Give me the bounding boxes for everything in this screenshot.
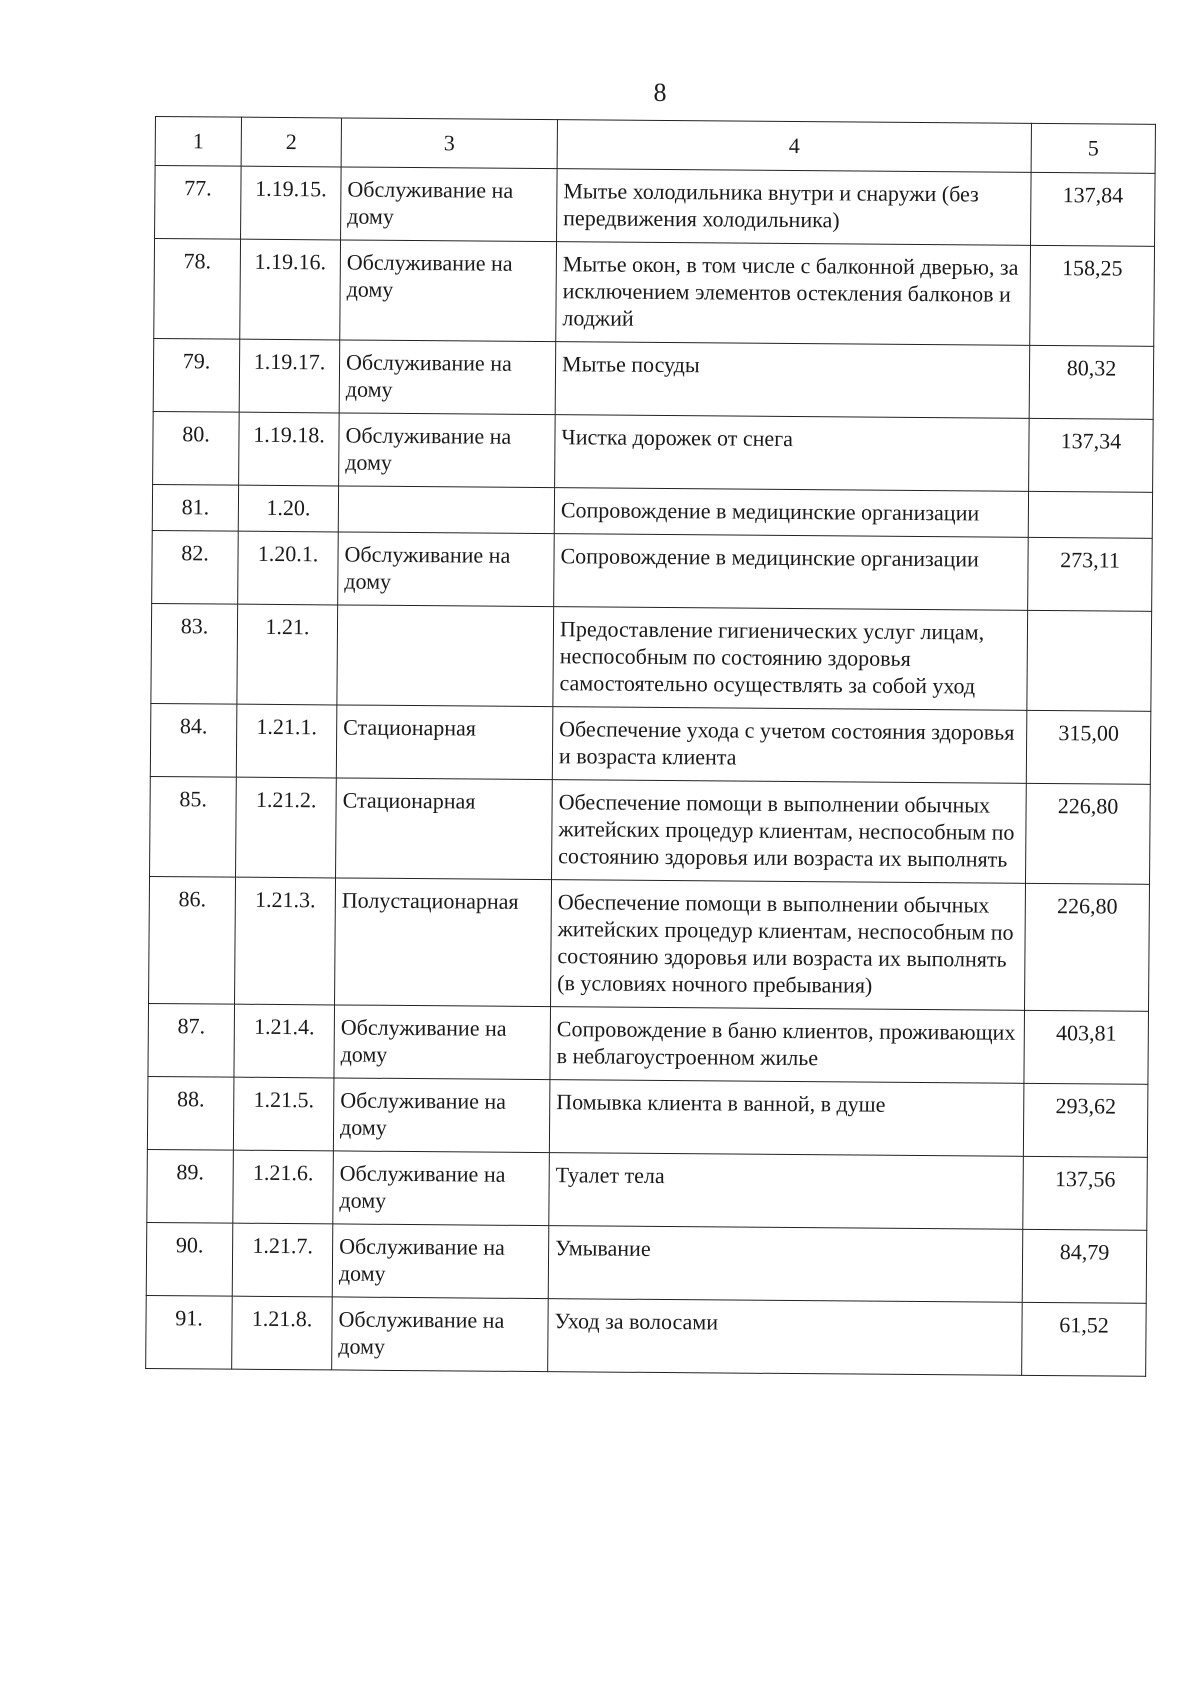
service-price-cell: 137,84	[1031, 172, 1156, 246]
service-code-cell: 1.19.15.	[241, 166, 342, 240]
service-form-cell: Полустационарная	[335, 878, 552, 1007]
row-number-cell: 86.	[149, 876, 236, 1004]
row-number-cell: 77.	[155, 166, 242, 240]
tariff-table	[145, 116, 1156, 1377]
table-row	[148, 1003, 1149, 1084]
service-code-cell: 1.21.7.	[232, 1223, 333, 1297]
service-description-cell: Помывка клиента в ванной, в душе	[549, 1080, 1024, 1157]
service-price-cell	[1028, 491, 1152, 538]
service-code-cell: 1.21.3.	[235, 877, 336, 1005]
service-code-cell: 1.21.5.	[233, 1077, 334, 1151]
table-row	[149, 876, 1150, 1011]
service-description-cell: Предоставление гигиенических услуг лицам, неспособным по состоянию здоровья самостоятельно осуществлять за собой уход	[553, 607, 1028, 711]
service-price-cell: 137,34	[1029, 418, 1154, 492]
service-code-cell: 1.21.2.	[236, 777, 337, 878]
service-description-cell: Обеспечение помощи в выполнении обычных житейских процедур клиентам, неспособным по состоянию здоровья или возраста их выполнять (в условиях ночного пребывания)	[551, 880, 1026, 1011]
service-price-cell	[1027, 610, 1152, 711]
service-description-cell: Обеспечение ухода с учетом состояния здоровья и возраста клиента	[552, 707, 1027, 784]
service-price-cell: 84,79	[1022, 1229, 1147, 1303]
column-header-4: 4	[557, 120, 1031, 173]
service-form-cell: Обслуживание на дому	[333, 1151, 550, 1226]
service-description-cell: Умывание	[548, 1226, 1023, 1303]
table-row	[150, 703, 1151, 784]
service-form-cell: Стационарная	[336, 705, 553, 780]
table-body	[146, 166, 1155, 1377]
table-row	[152, 530, 1153, 611]
service-code-cell: 1.20.1.	[238, 531, 339, 605]
table-row	[153, 338, 1154, 419]
service-description-cell: Обеспечение помощи в выполнении обычных житейских процедур клиентам, неспособным по состоянию здоровья или возраста их выполнять	[552, 780, 1027, 884]
table-row	[147, 1149, 1148, 1230]
service-description-cell: Сопровождение в медицинские организации	[554, 488, 1028, 538]
row-number-cell: 83.	[151, 603, 238, 704]
row-number-cell: 82.	[152, 530, 239, 604]
row-number-cell: 88.	[147, 1076, 234, 1150]
row-number-cell: 85.	[150, 776, 237, 877]
service-price-cell: 158,25	[1030, 245, 1155, 346]
service-description-cell: Чистка дорожек от снега	[555, 415, 1030, 492]
service-form-cell: Обслуживание на дому	[338, 532, 555, 607]
table-row	[154, 239, 1155, 347]
service-description-cell: Туалет тела	[549, 1153, 1024, 1230]
column-header-2: 2	[241, 117, 341, 167]
service-price-cell: 293,62	[1023, 1083, 1148, 1157]
service-description-cell: Мытье посуды	[555, 342, 1030, 419]
page-number: 8	[653, 78, 667, 107]
service-price-cell: 226,80	[1026, 783, 1151, 884]
column-header-1: 1	[155, 117, 241, 167]
service-price-cell: 61,52	[1022, 1302, 1147, 1376]
service-code-cell: 1.20.	[238, 485, 338, 532]
service-code-cell: 1.21.6.	[233, 1150, 334, 1224]
service-code-cell: 1.19.18.	[239, 412, 340, 486]
service-description-cell: Мытье окон, в том числе с балконной дверью, за исключением элементов остекления балконов и лоджий	[556, 242, 1031, 346]
service-description-cell: Мытье холодильника внутри и снаружи (без передвижения холодильника)	[557, 169, 1032, 246]
table-header	[155, 117, 1155, 174]
service-form-cell: Обслуживание на дому	[334, 1005, 551, 1080]
service-code-cell: 1.21.4.	[234, 1004, 335, 1078]
service-description-cell: Сопровождение в баню клиентов, проживающих в неблагоустроенном жилье	[550, 1007, 1025, 1084]
row-number-cell: 90.	[146, 1222, 233, 1296]
table-row	[147, 1076, 1148, 1157]
table-row	[152, 484, 1152, 538]
service-code-cell: 1.19.17.	[239, 339, 340, 413]
row-number-cell: 84.	[150, 703, 237, 777]
column-header-3: 3	[341, 118, 557, 169]
row-number-cell: 78.	[154, 239, 241, 340]
service-form-cell: Обслуживание на дому	[332, 1224, 549, 1299]
service-form-cell: Обслуживание на дому	[332, 1297, 549, 1372]
header-row	[155, 117, 1155, 174]
service-price-cell: 403,81	[1024, 1010, 1149, 1084]
service-description-cell: Сопровождение в медицинские организации	[554, 534, 1029, 611]
row-number-cell: 80.	[153, 411, 240, 485]
service-price-cell: 273,11	[1028, 537, 1153, 611]
service-form-cell: Обслуживание на дому	[341, 167, 558, 242]
service-form-cell: Обслуживание на дому	[340, 240, 557, 342]
service-code-cell: 1.19.16.	[240, 239, 341, 340]
table-row	[151, 603, 1152, 711]
row-number-cell: 87.	[148, 1003, 235, 1077]
service-form-cell: Обслуживание на дому	[339, 340, 556, 415]
service-description-cell: Уход за волосами	[548, 1299, 1023, 1376]
service-form-cell: Стационарная	[336, 778, 553, 880]
column-header-5: 5	[1031, 123, 1155, 173]
service-price-cell: 226,80	[1025, 883, 1150, 1011]
service-form-cell	[337, 605, 554, 707]
service-form-cell	[338, 486, 554, 534]
service-price-cell: 315,00	[1026, 710, 1151, 784]
service-price-cell: 80,32	[1029, 345, 1154, 419]
service-code-cell: 1.21.	[237, 604, 338, 705]
table-row	[150, 776, 1151, 884]
table-row	[146, 1295, 1147, 1376]
service-form-cell: Обслуживание на дому	[339, 413, 556, 488]
table-row	[155, 166, 1156, 247]
table-row	[146, 1222, 1147, 1303]
row-number-cell: 91.	[146, 1295, 233, 1369]
service-price-cell: 137,56	[1023, 1156, 1148, 1230]
service-form-cell: Обслуживание на дому	[333, 1078, 550, 1153]
service-code-cell: 1.21.8.	[232, 1296, 333, 1370]
row-number-cell: 89.	[147, 1149, 234, 1223]
row-number-cell: 81.	[152, 484, 238, 531]
service-code-cell: 1.21.1.	[236, 704, 337, 778]
row-number-cell: 79.	[153, 338, 240, 412]
table-row	[153, 411, 1154, 492]
